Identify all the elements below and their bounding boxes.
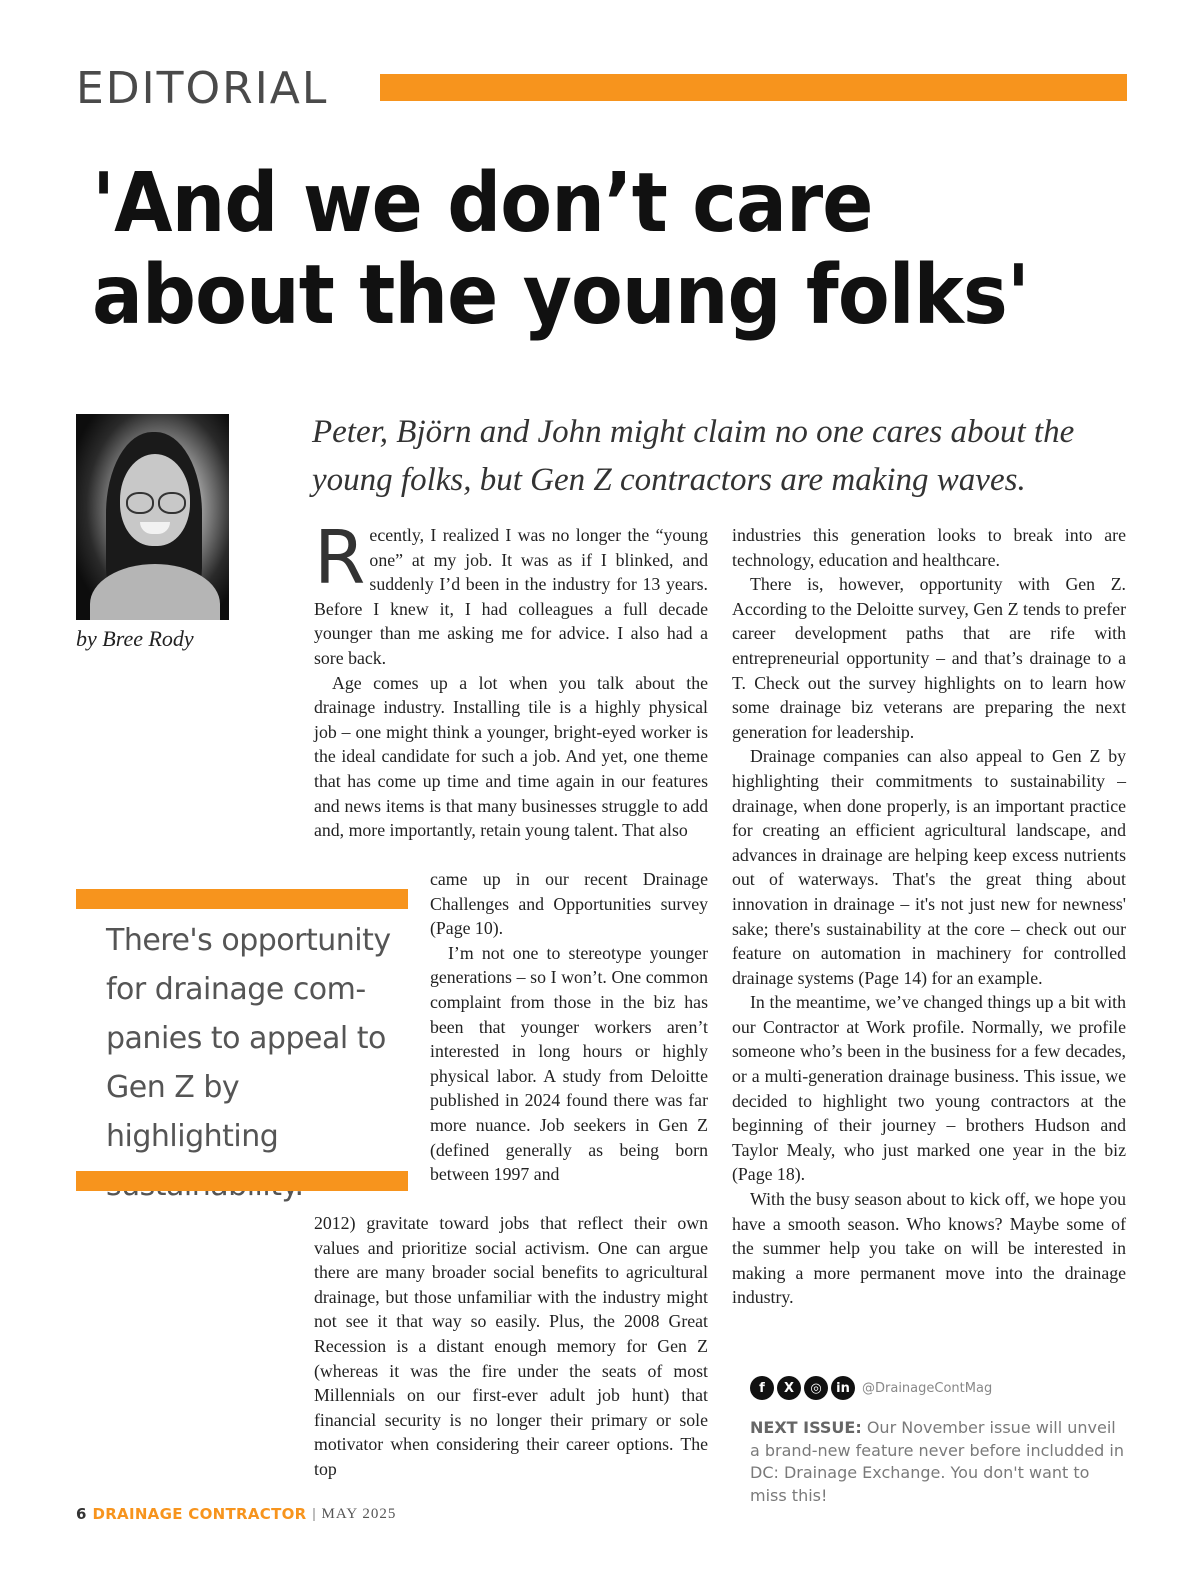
body-paragraph-1: Recently, I realized I was no longer the “young one” at my job. It was as if I blinked, and suddenly I’d been in the industry for 13 years. Before I knew it, I had colleagues a full decade younger than me asking me for advice. I also had a sore back. [314,515,708,668]
body-column-1-narrow [430,867,708,1187]
body-paragraph-3-cont: 2012) gravitate toward jobs that reflect their own values and prioritize social activism. One can argue there are many broader social benefits to agricultural drainage, but those unfamiliar with the industry might not see it that way so easily. Plus, the 2008 Great Recession is a distant enough memory for Gen Z (whereas it was the fire under the seats of most Millennials on our first-ever adult job hunt) that financial security is no longer their primary or sole motivator when considering their career options. The top [314,1213,708,1479]
x-icon[interactable]: X [777,1376,801,1400]
next-issue-note [750,1417,1130,1507]
linkedin-icon[interactable]: in [831,1376,855,1400]
magazine-name: DRAINAGE CONTRACTOR [92,1505,307,1523]
pull-quote-bar-bottom [76,1171,408,1191]
pull-quote: There's opportunity for drainage com-panies to appeal to Gen Z by highlighting [106,923,391,1154]
social-handle[interactable]: @DrainageContMag [862,1380,993,1396]
body-column-1-top [314,515,708,843]
instagram-icon[interactable]: ◎ [804,1376,828,1400]
body-column-2 [732,523,1126,1310]
page-number: 6 [76,1505,87,1523]
drop-cap: R [314,515,366,601]
body-paragraph-col2-2: There is, however, opportunity with Gen Z. According to the Deloitte survey, Gen Z tends to prefer career development paths that are rife with entrepreneurial opportunity – and that’s drainage to a T. Check out the survey highlights on to learn how some drainage biz veterans are preparing the next generation for leadership. [732,574,1126,742]
body-paragraph-3: I’m not one to stereotype younger generations – so I won’t. One common complaint from those in the biz has been that younger workers aren’t interested in long hours or highly physical labor. A study from Deloitte published in 2024 found there was far more nuance. Job seekers in Gen Z (defined generally as being born between 1997 and [430,942,708,1185]
author-photo [76,414,229,620]
section-label: EDITORIAL [76,63,329,114]
headline: 'And we don’t care about the young folks' [92,156,1030,343]
pull-quote-bar-top [76,889,408,909]
page-footer [76,1505,396,1523]
body-paragraph-col2-4: In the meantime, we’ve changed things up a bit with our Contractor at Work profile. Normally, we profile someone who’s been in the business for a few decades, or a multi-generation drainage business. This issue, we decided to highlight two young contractors at the beginning of their journey – brothers Hudson and Taylor Mealy, who just marked one year in the biz (Page 18). [732,992,1126,1185]
deck-subtitle: Peter, Björn and John might claim no one cares about the young folks, but Gen Z contractors are making waves. [312,414,1075,498]
facebook-icon[interactable]: f [750,1376,774,1400]
body-paragraph-col2-1: industries this generation looks to break into are technology, education and healthcare. [732,525,1126,570]
body-paragraph-col2-5: With the busy season about to kick off, we hope you have a smooth season. Who knows? Maybe some of the summer help you take on will be interested in making a more permanent move into the drainage industry. [732,1189,1126,1308]
social-links [750,1376,992,1400]
next-issue-text: Our November issue will unveil a brand-new feature never before includded in DC: Drainage Exchange. You don't want to miss this! [750,1418,1124,1505]
body-paragraph-col2-3: Drainage companies can also appeal to Gen Z by highlighting their commitments to sustainability – drainage, when done properly, is an important practice for creating an efficient agricultural landscape, and advances in drainage are helping keep excess nutrients out of waterways. That's the great thing about innovation in drainage – it's not just new for newness' sake; there's sustainability at the core – check out our feature on automation in machinery for controlled drainage systems (Page 14) for an example. [732,746,1126,988]
issue-date: MAY 2025 [321,1505,397,1522]
section-accent-bar [380,74,1127,101]
body-column-1-bottom [314,1211,708,1482]
body-paragraph-2-cont: came up in our recent Drainage Challenges and Opportunities survey (Page 10). [430,869,708,939]
byline: by Bree Rody [76,626,194,651]
footer-separator: | [312,1505,316,1522]
next-issue-label: NEXT ISSUE: [750,1418,862,1437]
body-paragraph-2: Age comes up a lot when you talk about the drainage industry. Installing tile is a highly physical job – one might think a younger, bright-eyed worker is the ideal candidate for such a job. And yet, one theme that has come up time and time again in our features and news items is that many businesses struggle to add and, more importantly, retain young talent. That also [314,672,708,841]
